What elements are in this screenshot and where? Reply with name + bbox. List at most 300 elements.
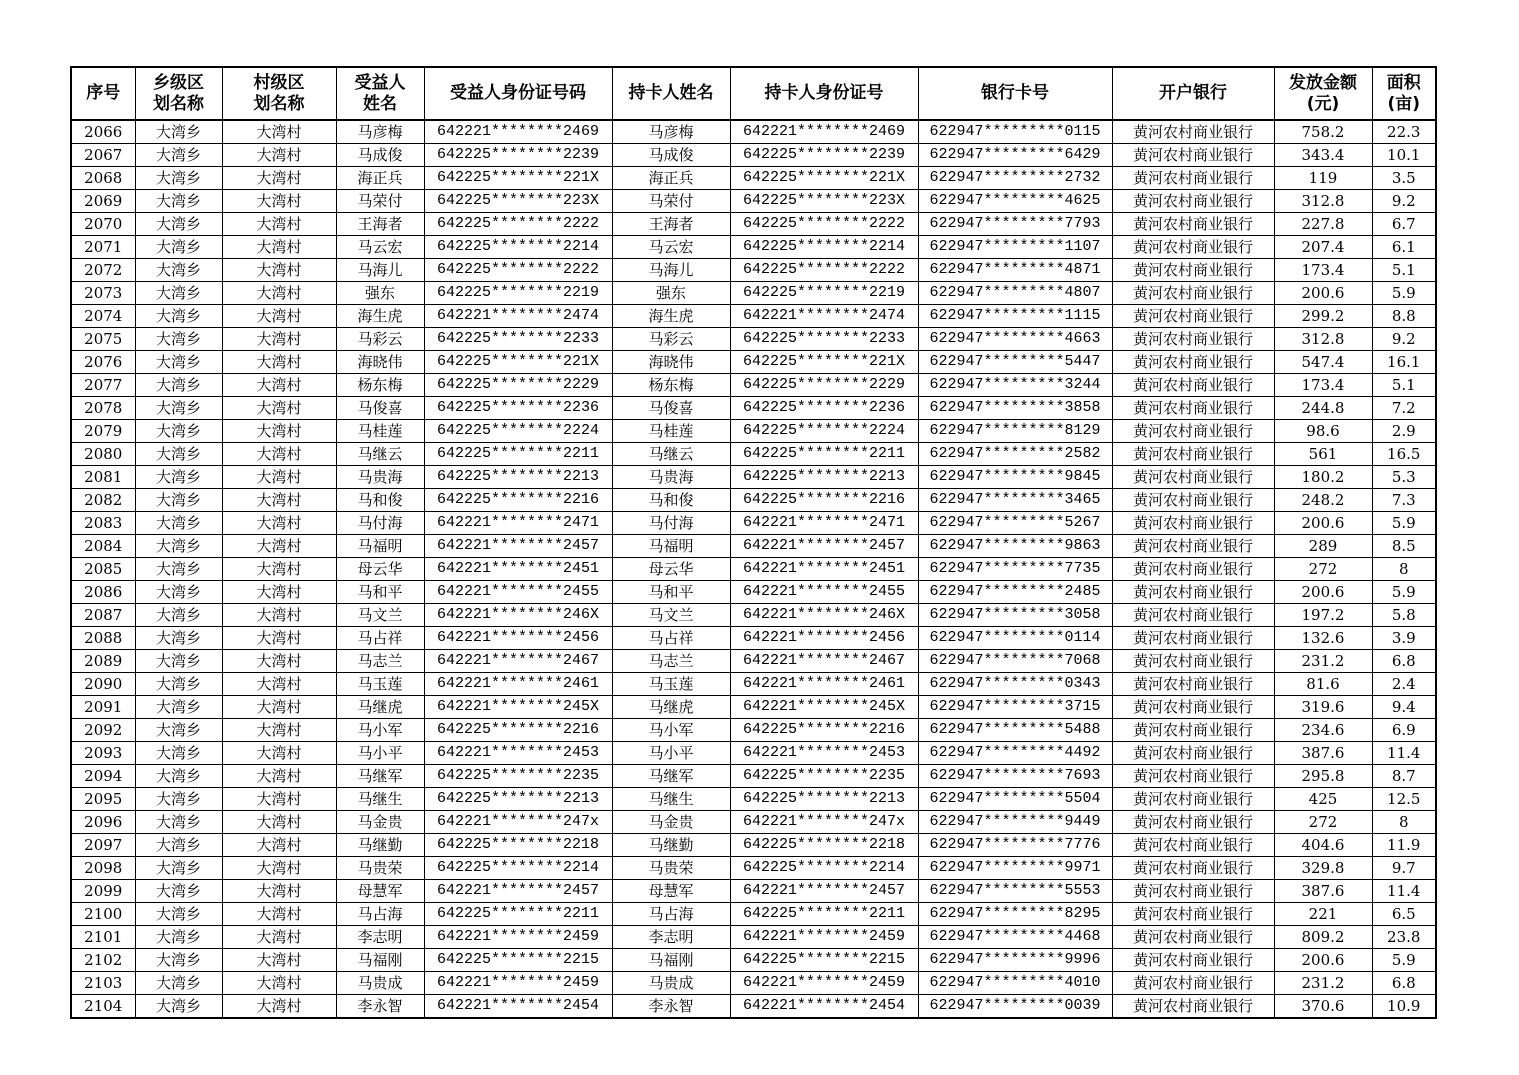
cell-village: 大湾村 — [222, 673, 336, 696]
header-beneficiary-id — [424, 67, 612, 120]
cell-holder-id: 642225********2224 — [730, 420, 918, 443]
header-area-line1: 面积 — [1386, 72, 1421, 93]
header-seq — [71, 67, 135, 120]
cell-seq: 2104 — [71, 995, 135, 1019]
cell-seq: 2103 — [71, 972, 135, 995]
cell-card-no: 622947*********4492 — [918, 742, 1112, 765]
cell-area: 10.1 — [1372, 144, 1436, 167]
cell-holder-name: 马彦梅 — [612, 120, 730, 144]
cell-bank: 黄河农村商业银行 — [1112, 167, 1274, 190]
cell-bank: 黄河农村商业银行 — [1112, 351, 1274, 374]
cell-holder-id: 642221********2474 — [730, 305, 918, 328]
table-header — [71, 67, 1436, 120]
cell-beneficiary-id: 642225********223X — [424, 190, 612, 213]
cell-area: 3.9 — [1372, 627, 1436, 650]
cell-village: 大湾村 — [222, 167, 336, 190]
cell-seq: 2098 — [71, 857, 135, 880]
cell-township: 大湾乡 — [135, 144, 222, 167]
cell-beneficiary-name: 马云宏 — [336, 236, 424, 259]
cell-card-no: 622947*********1107 — [918, 236, 1112, 259]
cell-card-no: 622947*********8295 — [918, 903, 1112, 926]
cell-seq: 2097 — [71, 834, 135, 857]
cell-village: 大湾村 — [222, 926, 336, 949]
table-row — [71, 949, 1436, 972]
cell-holder-name: 马继军 — [612, 765, 730, 788]
table-row — [71, 995, 1436, 1019]
cell-township: 大湾乡 — [135, 604, 222, 627]
cell-seq: 2100 — [71, 903, 135, 926]
cell-village: 大湾村 — [222, 120, 336, 144]
cell-township: 大湾乡 — [135, 581, 222, 604]
header-township-line1: 乡级区 — [153, 72, 204, 93]
cell-beneficiary-name: 马福明 — [336, 535, 424, 558]
cell-township: 大湾乡 — [135, 535, 222, 558]
cell-holder-id: 642221********2469 — [730, 120, 918, 144]
cell-township: 大湾乡 — [135, 742, 222, 765]
cell-seq: 2078 — [71, 397, 135, 420]
cell-bank: 黄河农村商业银行 — [1112, 144, 1274, 167]
cell-holder-name: 马占祥 — [612, 627, 730, 650]
cell-village: 大湾村 — [222, 834, 336, 857]
header-beneficiary — [336, 67, 424, 120]
cell-bank: 黄河农村商业银行 — [1112, 259, 1274, 282]
subsidy-table — [70, 66, 1437, 1019]
cell-card-no: 622947*********3715 — [918, 696, 1112, 719]
cell-card-no: 622947*********4468 — [918, 926, 1112, 949]
cell-holder-name: 马和俊 — [612, 489, 730, 512]
cell-beneficiary-name: 马桂莲 — [336, 420, 424, 443]
cell-amount: 425 — [1274, 788, 1372, 811]
cell-village: 大湾村 — [222, 972, 336, 995]
header-card-no — [918, 67, 1112, 120]
table-row — [71, 374, 1436, 397]
cell-holder-id: 642225********2236 — [730, 397, 918, 420]
cell-beneficiary-name: 马付海 — [336, 512, 424, 535]
cell-seq: 2086 — [71, 581, 135, 604]
cell-bank: 黄河农村商业银行 — [1112, 236, 1274, 259]
cell-seq: 2084 — [71, 535, 135, 558]
cell-card-no: 622947*********0114 — [918, 627, 1112, 650]
cell-beneficiary-id: 642221********2461 — [424, 673, 612, 696]
cell-amount: 244.8 — [1274, 397, 1372, 420]
cell-area: 11.4 — [1372, 880, 1436, 903]
cell-beneficiary-name: 马贵海 — [336, 466, 424, 489]
header-beneficiary-line2: 姓名 — [363, 93, 397, 114]
cell-beneficiary-name: 马金贵 — [336, 811, 424, 834]
cell-village: 大湾村 — [222, 696, 336, 719]
cell-holder-id: 642221********2453 — [730, 742, 918, 765]
cell-township: 大湾乡 — [135, 328, 222, 351]
cell-seq: 2095 — [71, 788, 135, 811]
cell-beneficiary-name: 马玉莲 — [336, 673, 424, 696]
cell-area: 5.3 — [1372, 466, 1436, 489]
cell-village: 大湾村 — [222, 880, 336, 903]
cell-amount: 343.4 — [1274, 144, 1372, 167]
cell-beneficiary-id: 642221********2457 — [424, 880, 612, 903]
cell-beneficiary-id: 642225********2229 — [424, 374, 612, 397]
cell-township: 大湾乡 — [135, 489, 222, 512]
cell-area: 22.3 — [1372, 120, 1436, 144]
cell-beneficiary-name: 马占祥 — [336, 627, 424, 650]
cell-township: 大湾乡 — [135, 673, 222, 696]
cell-beneficiary-id: 642221********247x — [424, 811, 612, 834]
cell-village: 大湾村 — [222, 742, 336, 765]
cell-seq: 2093 — [71, 742, 135, 765]
cell-village: 大湾村 — [222, 374, 336, 397]
cell-holder-id: 642221********2471 — [730, 512, 918, 535]
cell-beneficiary-name: 马继虎 — [336, 696, 424, 719]
cell-bank: 黄河农村商业银行 — [1112, 788, 1274, 811]
table-row — [71, 420, 1436, 443]
cell-beneficiary-name: 母云华 — [336, 558, 424, 581]
cell-beneficiary-name: 李志明 — [336, 926, 424, 949]
cell-beneficiary-id: 642225********2216 — [424, 489, 612, 512]
header-row — [71, 67, 1436, 120]
cell-beneficiary-id: 642225********2239 — [424, 144, 612, 167]
cell-bank: 黄河农村商业银行 — [1112, 305, 1274, 328]
cell-area: 7.2 — [1372, 397, 1436, 420]
cell-village: 大湾村 — [222, 949, 336, 972]
table-row — [71, 834, 1436, 857]
cell-area: 2.4 — [1372, 673, 1436, 696]
cell-beneficiary-name: 马彩云 — [336, 328, 424, 351]
cell-holder-id: 642225********2214 — [730, 857, 918, 880]
cell-area: 5.1 — [1372, 259, 1436, 282]
cell-beneficiary-id: 642221********245X — [424, 696, 612, 719]
header-area — [1372, 67, 1436, 120]
cell-seq: 2082 — [71, 489, 135, 512]
cell-township: 大湾乡 — [135, 213, 222, 236]
cell-area: 16.1 — [1372, 351, 1436, 374]
cell-holder-name: 马贵荣 — [612, 857, 730, 880]
cell-amount: 197.2 — [1274, 604, 1372, 627]
cell-beneficiary-name: 强东 — [336, 282, 424, 305]
cell-amount: 173.4 — [1274, 374, 1372, 397]
table-row — [71, 120, 1436, 144]
cell-holder-name: 马贵海 — [612, 466, 730, 489]
cell-township: 大湾乡 — [135, 926, 222, 949]
cell-beneficiary-name: 马贵荣 — [336, 857, 424, 880]
cell-seq: 2070 — [71, 213, 135, 236]
cell-holder-name: 母云华 — [612, 558, 730, 581]
cell-amount: 207.4 — [1274, 236, 1372, 259]
cell-beneficiary-id: 642221********2457 — [424, 535, 612, 558]
cell-holder-name: 马云宏 — [612, 236, 730, 259]
cell-township: 大湾乡 — [135, 558, 222, 581]
cell-card-no: 622947*********4663 — [918, 328, 1112, 351]
table-row — [71, 489, 1436, 512]
cell-holder-id: 642225********2213 — [730, 788, 918, 811]
cell-card-no: 622947*********4871 — [918, 259, 1112, 282]
header-beneficiary-line1: 受益人 — [354, 72, 406, 93]
cell-village: 大湾村 — [222, 190, 336, 213]
cell-area: 5.8 — [1372, 604, 1436, 627]
cell-area: 8.5 — [1372, 535, 1436, 558]
cell-amount: 132.6 — [1274, 627, 1372, 650]
cell-beneficiary-name: 马小军 — [336, 719, 424, 742]
cell-village: 大湾村 — [222, 857, 336, 880]
table-row — [71, 765, 1436, 788]
cell-township: 大湾乡 — [135, 811, 222, 834]
cell-amount: 319.6 — [1274, 696, 1372, 719]
cell-holder-id: 642221********2454 — [730, 995, 918, 1019]
cell-amount: 312.8 — [1274, 328, 1372, 351]
table-row — [71, 650, 1436, 673]
cell-area: 5.9 — [1372, 949, 1436, 972]
cell-holder-name: 马金贵 — [612, 811, 730, 834]
cell-township: 大湾乡 — [135, 259, 222, 282]
cell-beneficiary-id: 642225********2214 — [424, 857, 612, 880]
cell-card-no: 622947*********0115 — [918, 120, 1112, 144]
cell-holder-name: 马继生 — [612, 788, 730, 811]
cell-township: 大湾乡 — [135, 949, 222, 972]
cell-seq: 2089 — [71, 650, 135, 673]
cell-beneficiary-id: 642221********2456 — [424, 627, 612, 650]
cell-card-no: 622947*********9863 — [918, 535, 1112, 558]
header-holder-id-label: 持卡人身份证号 — [764, 83, 884, 103]
cell-holder-id: 642221********2455 — [730, 581, 918, 604]
cell-amount: 299.2 — [1274, 305, 1372, 328]
cell-beneficiary-name: 马和俊 — [336, 489, 424, 512]
cell-card-no: 622947*********7793 — [918, 213, 1112, 236]
cell-village: 大湾村 — [222, 604, 336, 627]
table-row — [71, 857, 1436, 880]
cell-village: 大湾村 — [222, 351, 336, 374]
cell-holder-name: 马志兰 — [612, 650, 730, 673]
cell-bank: 黄河农村商业银行 — [1112, 949, 1274, 972]
cell-bank: 黄河农村商业银行 — [1112, 880, 1274, 903]
cell-holder-id: 642225********2211 — [730, 903, 918, 926]
cell-bank: 黄河农村商业银行 — [1112, 443, 1274, 466]
cell-area: 6.9 — [1372, 719, 1436, 742]
cell-township: 大湾乡 — [135, 788, 222, 811]
cell-amount: 547.4 — [1274, 351, 1372, 374]
cell-beneficiary-name: 马占海 — [336, 903, 424, 926]
cell-card-no: 622947*********2582 — [918, 443, 1112, 466]
table-row — [71, 926, 1436, 949]
header-bank-label: 开户银行 — [1159, 83, 1227, 103]
cell-beneficiary-name: 马彦梅 — [336, 120, 424, 144]
cell-card-no: 622947*********3465 — [918, 489, 1112, 512]
cell-township: 大湾乡 — [135, 972, 222, 995]
cell-area: 6.5 — [1372, 903, 1436, 926]
cell-holder-name: 李永智 — [612, 995, 730, 1019]
cell-beneficiary-id: 642221********2454 — [424, 995, 612, 1019]
cell-village: 大湾村 — [222, 213, 336, 236]
cell-seq: 2068 — [71, 167, 135, 190]
header-seq-label: 序号 — [86, 83, 121, 103]
cell-township: 大湾乡 — [135, 834, 222, 857]
cell-township: 大湾乡 — [135, 305, 222, 328]
cell-beneficiary-name: 杨东梅 — [336, 374, 424, 397]
table-row — [71, 190, 1436, 213]
cell-township: 大湾乡 — [135, 995, 222, 1019]
cell-township: 大湾乡 — [135, 443, 222, 466]
table-row — [71, 443, 1436, 466]
cell-bank: 黄河农村商业银行 — [1112, 489, 1274, 512]
cell-beneficiary-id: 642225********2219 — [424, 282, 612, 305]
cell-bank: 黄河农村商业银行 — [1112, 903, 1274, 926]
cell-seq: 2101 — [71, 926, 135, 949]
cell-beneficiary-name: 马荣付 — [336, 190, 424, 213]
cell-holder-name: 马福刚 — [612, 949, 730, 972]
cell-township: 大湾乡 — [135, 120, 222, 144]
cell-township: 大湾乡 — [135, 765, 222, 788]
cell-village: 大湾村 — [222, 397, 336, 420]
cell-bank: 黄河农村商业银行 — [1112, 420, 1274, 443]
cell-holder-name: 马海儿 — [612, 259, 730, 282]
cell-card-no: 622947*********0343 — [918, 673, 1112, 696]
cell-area: 12.5 — [1372, 788, 1436, 811]
cell-holder-id: 642225********2222 — [730, 213, 918, 236]
cell-beneficiary-name: 海生虎 — [336, 305, 424, 328]
cell-beneficiary-name: 马贵成 — [336, 972, 424, 995]
cell-beneficiary-name: 马继云 — [336, 443, 424, 466]
cell-village: 大湾村 — [222, 305, 336, 328]
header-amount-line2: (元) — [1306, 93, 1340, 114]
cell-beneficiary-name: 马继勤 — [336, 834, 424, 857]
cell-village: 大湾村 — [222, 903, 336, 926]
cell-amount: 404.6 — [1274, 834, 1372, 857]
cell-area: 11.4 — [1372, 742, 1436, 765]
cell-beneficiary-name: 马和平 — [336, 581, 424, 604]
table-row — [71, 167, 1436, 190]
cell-beneficiary-id: 642225********221X — [424, 167, 612, 190]
cell-holder-id: 642225********221X — [730, 351, 918, 374]
cell-bank: 黄河农村商业银行 — [1112, 581, 1274, 604]
cell-holder-name: 王海者 — [612, 213, 730, 236]
cell-beneficiary-id: 642221********2453 — [424, 742, 612, 765]
cell-holder-id: 642221********247x — [730, 811, 918, 834]
cell-holder-id: 642225********2233 — [730, 328, 918, 351]
cell-area: 5.9 — [1372, 512, 1436, 535]
cell-township: 大湾乡 — [135, 420, 222, 443]
cell-holder-id: 642225********2215 — [730, 949, 918, 972]
table-row — [71, 742, 1436, 765]
cell-amount: 248.2 — [1274, 489, 1372, 512]
cell-township: 大湾乡 — [135, 627, 222, 650]
cell-holder-name: 马玉莲 — [612, 673, 730, 696]
cell-township: 大湾乡 — [135, 466, 222, 489]
cell-amount: 227.8 — [1274, 213, 1372, 236]
header-beneficiary-id-label: 受益人身份证号码 — [450, 83, 586, 103]
table-row — [71, 305, 1436, 328]
cell-amount: 200.6 — [1274, 512, 1372, 535]
cell-card-no: 622947*********4807 — [918, 282, 1112, 305]
table-row — [71, 558, 1436, 581]
cell-area: 9.2 — [1372, 328, 1436, 351]
cell-township: 大湾乡 — [135, 374, 222, 397]
cell-seq: 2087 — [71, 604, 135, 627]
cell-holder-id: 642225********2239 — [730, 144, 918, 167]
cell-area: 16.5 — [1372, 443, 1436, 466]
cell-beneficiary-id: 642221********2471 — [424, 512, 612, 535]
cell-holder-name: 杨东梅 — [612, 374, 730, 397]
cell-card-no: 622947*********2732 — [918, 167, 1112, 190]
cell-bank: 黄河农村商业银行 — [1112, 466, 1274, 489]
cell-beneficiary-id: 642225********2213 — [424, 788, 612, 811]
cell-township: 大湾乡 — [135, 351, 222, 374]
cell-beneficiary-name: 马俊喜 — [336, 397, 424, 420]
table-row — [71, 627, 1436, 650]
cell-beneficiary-id: 642225********2222 — [424, 213, 612, 236]
cell-holder-name: 马和平 — [612, 581, 730, 604]
cell-beneficiary-name: 母慧军 — [336, 880, 424, 903]
table-row — [71, 328, 1436, 351]
cell-holder-name: 马继云 — [612, 443, 730, 466]
cell-beneficiary-id: 642225********2236 — [424, 397, 612, 420]
cell-holder-name: 马成俊 — [612, 144, 730, 167]
cell-beneficiary-id: 642225********2213 — [424, 466, 612, 489]
cell-beneficiary-id: 642225********2235 — [424, 765, 612, 788]
cell-bank: 黄河农村商业银行 — [1112, 972, 1274, 995]
cell-seq: 2073 — [71, 282, 135, 305]
cell-card-no: 622947*********1115 — [918, 305, 1112, 328]
cell-bank: 黄河农村商业银行 — [1112, 328, 1274, 351]
cell-seq: 2080 — [71, 443, 135, 466]
cell-area: 8.7 — [1372, 765, 1436, 788]
cell-township: 大湾乡 — [135, 190, 222, 213]
table-row — [71, 903, 1436, 926]
cell-village: 大湾村 — [222, 489, 336, 512]
cell-beneficiary-id: 642221********2455 — [424, 581, 612, 604]
cell-amount: 809.2 — [1274, 926, 1372, 949]
cell-amount: 329.8 — [1274, 857, 1372, 880]
cell-seq: 2090 — [71, 673, 135, 696]
header-holder-id — [730, 67, 918, 120]
cell-township: 大湾乡 — [135, 719, 222, 742]
cell-beneficiary-id: 642221********2451 — [424, 558, 612, 581]
cell-area: 23.8 — [1372, 926, 1436, 949]
cell-area: 6.1 — [1372, 236, 1436, 259]
cell-beneficiary-id: 642225********2215 — [424, 949, 612, 972]
cell-card-no: 622947*********7068 — [918, 650, 1112, 673]
cell-beneficiary-name: 马小平 — [336, 742, 424, 765]
table-row — [71, 581, 1436, 604]
header-township-line2: 划名称 — [153, 93, 204, 114]
cell-holder-name: 海正兵 — [612, 167, 730, 190]
cell-holder-id: 642221********245X — [730, 696, 918, 719]
cell-beneficiary-id: 642221********2469 — [424, 120, 612, 144]
cell-village: 大湾村 — [222, 259, 336, 282]
cell-seq: 2102 — [71, 949, 135, 972]
table-row — [71, 719, 1436, 742]
cell-bank: 黄河农村商业银行 — [1112, 558, 1274, 581]
cell-bank: 黄河农村商业银行 — [1112, 213, 1274, 236]
cell-village: 大湾村 — [222, 144, 336, 167]
cell-bank: 黄河农村商业银行 — [1112, 512, 1274, 535]
cell-seq: 2069 — [71, 190, 135, 213]
cell-area: 5.9 — [1372, 581, 1436, 604]
cell-village: 大湾村 — [222, 512, 336, 535]
cell-amount: 295.8 — [1274, 765, 1372, 788]
cell-seq: 2067 — [71, 144, 135, 167]
cell-card-no: 622947*********6429 — [918, 144, 1112, 167]
table-row — [71, 535, 1436, 558]
cell-amount: 180.2 — [1274, 466, 1372, 489]
header-village-line1: 村级区 — [253, 72, 305, 93]
cell-beneficiary-name: 马文兰 — [336, 604, 424, 627]
table-row — [71, 397, 1436, 420]
cell-bank: 黄河农村商业银行 — [1112, 604, 1274, 627]
cell-holder-id: 642225********2229 — [730, 374, 918, 397]
cell-village: 大湾村 — [222, 788, 336, 811]
cell-area: 8 — [1372, 811, 1436, 834]
cell-beneficiary-id: 642221********2459 — [424, 926, 612, 949]
cell-card-no: 622947*********8129 — [918, 420, 1112, 443]
header-card-no-label: 银行卡号 — [981, 83, 1049, 103]
table-row — [71, 512, 1436, 535]
